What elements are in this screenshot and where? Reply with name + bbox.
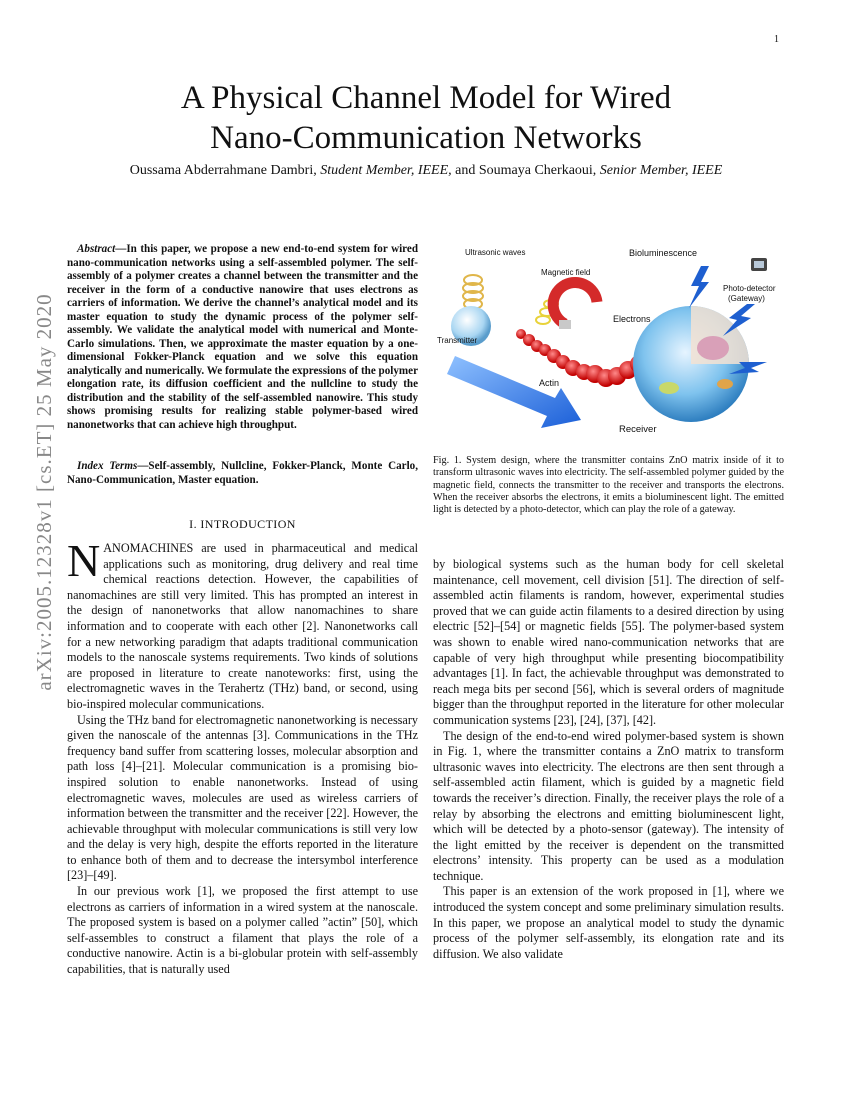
title-line-1: A Physical Channel Model for Wired <box>180 80 672 116</box>
fig-label-transmitter: Transmitter <box>437 336 478 345</box>
author-1: Oussama Abderrahmane Dambri, <box>129 163 321 178</box>
fig-label-electrons: Electrons <box>613 314 651 324</box>
fig-label-bioluminescence: Bioluminescence <box>629 248 698 258</box>
abstract-label: Abstract <box>77 243 116 255</box>
section-heading: I. INTRODUCTION <box>189 517 296 531</box>
author-2-role: Senior Member, IEEE <box>599 163 723 178</box>
index-terms-text: —Self-assembly, Nullcline, Fokker-Planck, Monte Carlo, Nano-Communication, Master equation. <box>67 460 418 486</box>
fig-label-ultrasonic: Ultrasonic waves <box>465 248 526 257</box>
arxiv-stamp: arXiv:2005.12328v1 [cs.ET] 25 May 2020 <box>32 293 56 691</box>
fig-label-gateway: (Gateway) <box>728 294 765 303</box>
dropcap: N <box>67 535 101 586</box>
abstract <box>67 243 418 432</box>
fig-label-direction: Magnetic field direction <box>453 380 533 419</box>
index-terms-label: Index Terms <box>77 460 138 472</box>
figure-1 <box>433 238 784 450</box>
intro-p1-text: ANOMACHINES are used in pharmaceutical and medical applications such as monitoring, drug delivery and real time chemical reactions detection. However, the capabilities of nanomachines are still very limited. This has prompted an interest in the design of nanonetworks that allow nanomachines to share information and to cooperate with each other [2]. Nanonetworks call for a new networking paradigm that adapts traditional communication models to the nanoscale systems requirements. Two kinds of solutions are proposed in literature to create nanoteworks: first, using the electromagnetic waves in the Terahertz (THz) band, or second, using bio-inspired molecular communications. <box>67 541 418 711</box>
abstract-text: —In this paper, we propose a new end-to-end system for wired nano-communication networks using a self-assembled polymer. The self-assembly of a polymer creates a channel between the transmitter and the receiver in the form of a conductive nanowire that uses electrons as carriers of information. We derive the channel’s analytical model and its master equation to study the dynamic process of the polymer self-assembly. We validate the analytical model with numerical and Monte-Carlo simulations. Then, we approximate the master equation by a one-dimensional Fokker-Planck equation and we solve this equation analytically and numerically. We formulate the expressions of the polymer elongation rate, its diffusion coefficient and the nullcline to study the distribution and the stability of the self-assembled nanowire. This study shows promising results for realizing stable polymer-based wired nanonetworks that can achieve high throughput. <box>67 243 418 431</box>
system-design-illustration <box>433 238 784 450</box>
right-paragraph-3: This paper is an extension of the work proposed in [1], where we introduced the system concept and some preliminary simulation results. In this paper, we propose an analytical model to study the dynamic process of the polymer self-assembly, its elongation rate and its diffusion. We also validate <box>433 884 784 961</box>
fig-label-receiver: Receiver <box>619 424 657 435</box>
intro-paragraph-1 <box>67 535 418 713</box>
author-1-role: Student Member, IEEE, <box>320 163 452 178</box>
paper-title <box>60 78 792 158</box>
author-2: and Soumaya Cherkaoui, <box>451 163 600 178</box>
right-paragraph-2: The design of the end-to-end wired polymer-based system is shown in Fig. 1, where the transmitter contains a ZnO matrix to transform ultrasonic waves into electricity. The electrons are then sent through a self-assembled actin filament, which is guided by a magnetic field towards the receiver’s direction. Finally, the receiver plays the role of a relay by absorbing the electrons and emitting bioluminescent light, which will be detected by a photo-sensor (gateway). The intensity of the light emitted by the receiver is dependent on the transmitted electrons’ intensity. This property can be used as a modulation technique. <box>433 728 784 883</box>
title-line-2: Nano-Communication Networks <box>210 120 642 156</box>
fig-label-photodetector: Photo-detector <box>723 284 776 293</box>
intro-paragraph-3: In our previous work [1], we proposed the first attempt to use electrons as carriers of information in a wired system at the nanoscale. The proposed system is based on a polymer called ”actin” [50], which self-assembles to construct a filament that plays the role of a conductive nanowire. Actin is a bi-globular protein with self-assembly capabilities, that is naturally used <box>67 884 418 977</box>
intro-text <box>67 535 418 978</box>
page-number: 1 <box>774 34 779 45</box>
right-column-text <box>433 557 784 962</box>
fig-label-actin: Actin <box>539 378 560 388</box>
index-terms <box>67 460 418 487</box>
right-paragraph-1: by biological systems such as the human body for cell skeletal maintenance, cell movement, cell division [51]. The direction of self-assembled actin filaments is random, however, experimental studies proved that we can guide actin filaments to a desired direction by using electric [52]–[54] or magnetic fields [55]. The polymer-based system was shown to enable wired nano-communication networks that are capable of very high throughput while presenting biocompatibility advantages [1]. In fact, the achievable throughput was demonstrated to reach mega bits per second [56], which is several orders of magnitude bigger than the throughput reported in the literature for other molecular communication systems [23], [24], [37], [42]. <box>433 557 784 727</box>
intro-paragraph-2: Using the THz band for electromagnetic nanonetworking is necessary given the nanoscale of the antennas [3]. Communications in the THz frequency band suffer from scattering losses, molecular absorption and path loss [4]–[21]. Molecular communication is a promising bio-inspired solution to enable nanonetworks. Instead of using electromagnetic waves, molecules are used as wireless carriers of information between the transmitter and the receiver [22]. However, the achievable throughput with molecular communications is still very low and the delay is very high, despite the efforts reported in the literature to enhance both of them and to decrease the intersymbol interference [23]–[49]. <box>67 712 418 883</box>
fig-label-magnetic: Magnetic field <box>541 268 591 277</box>
figure-caption: Fig. 1. System design, where the transmitter contains ZnO matrix inside of it to transform ultrasonic waves into electricity. The self-assembled polymer guided by the magnetic field, connects the transmitter to the receiver and transports the electrons. When the receiver absorbs the electrons, it emits a bioluminescent light. The emitted light is detected by a photo-detector, which can play the role of a gateway. <box>433 455 784 516</box>
authors <box>60 163 792 179</box>
